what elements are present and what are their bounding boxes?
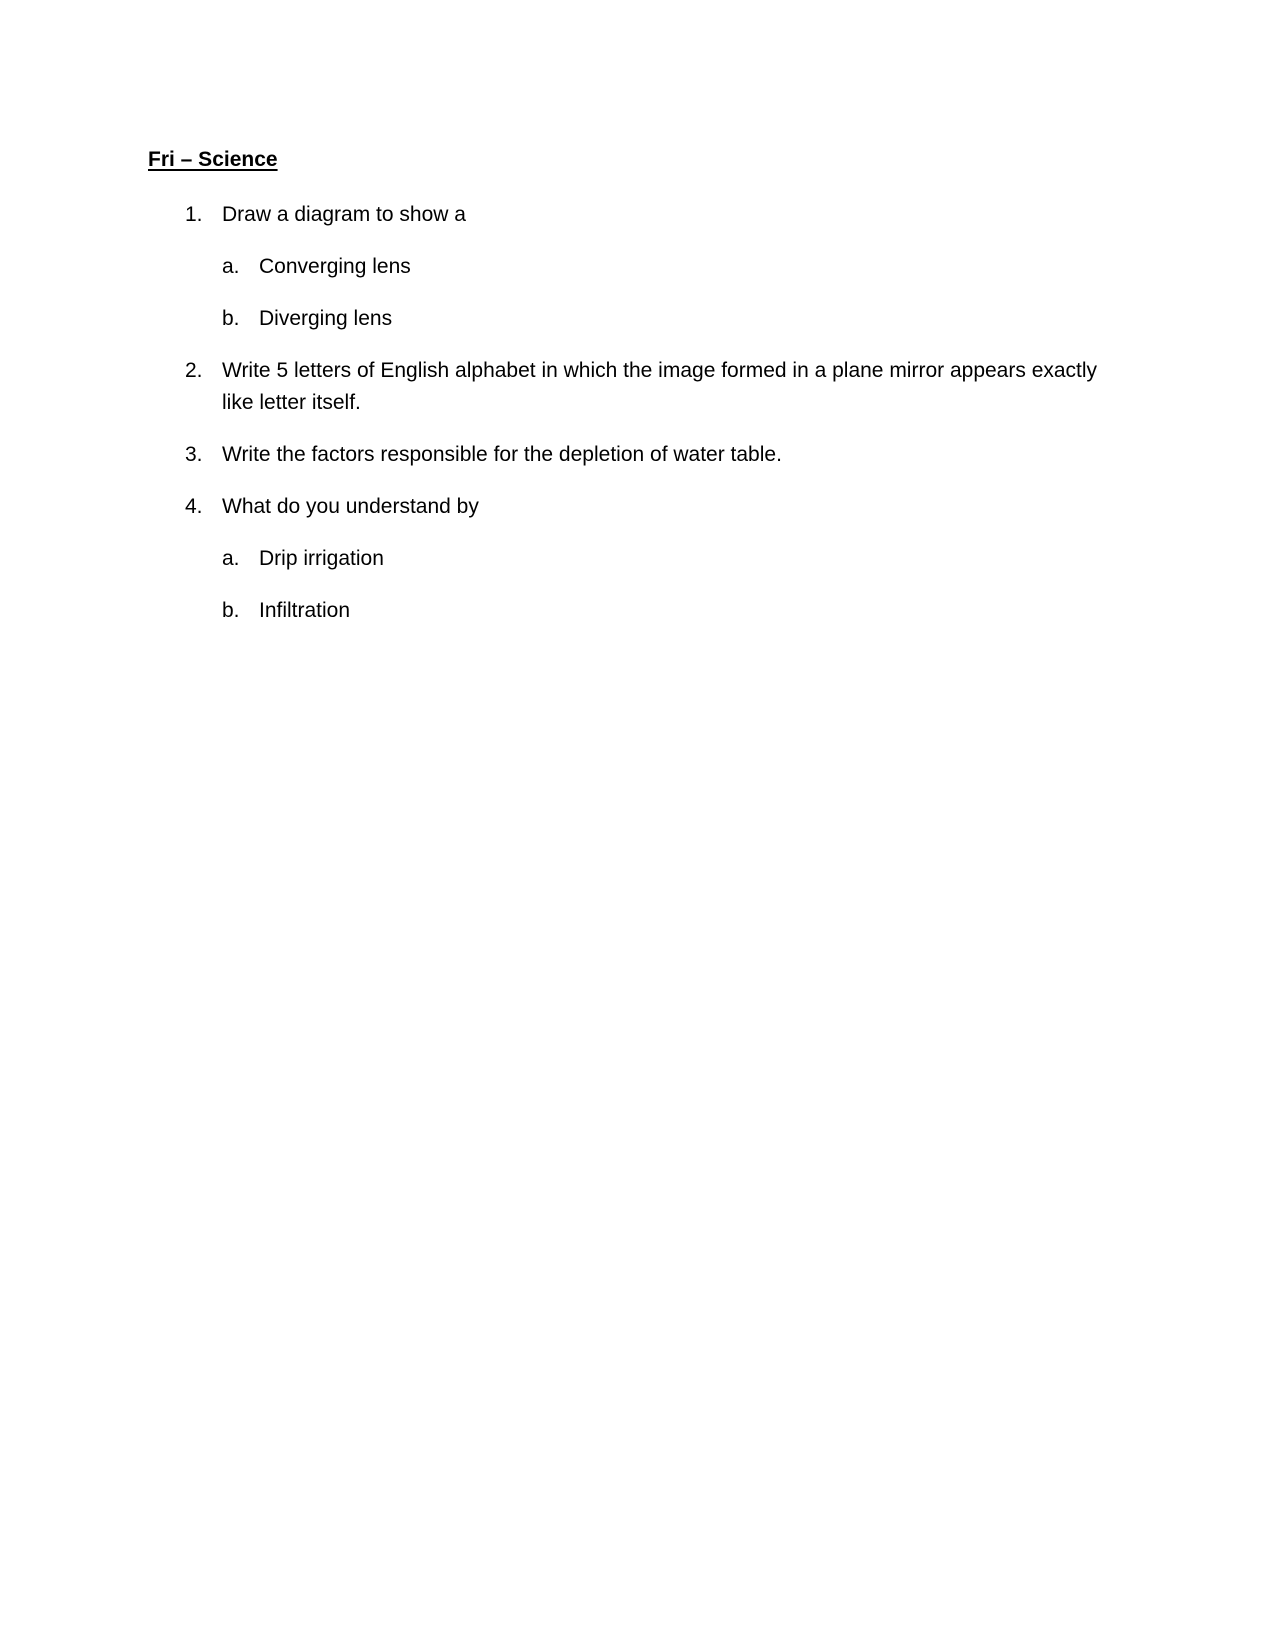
sub-text: Diverging lens [259,307,393,330]
question-text: What do you understand by [222,495,479,518]
sub-letter: b. [222,307,240,330]
question-number: 4. [185,495,203,518]
sub-letter: b. [222,599,240,622]
question-text: Draw a diagram to show a [222,203,466,226]
question-text: Write the factors responsible for the depletion of water table. [222,443,782,466]
question-number: 2. [185,359,203,382]
question-number: 1. [185,203,203,226]
question-number: 3. [185,443,203,466]
page-heading: Fri – Science [148,148,278,171]
sub-letter: a. [222,255,240,278]
sub-text: Infiltration [259,599,351,622]
question-text: Write 5 letters of English alphabet in which the image formed in a plane mirror appears exactly like letter itself. [222,359,1098,414]
sub-letter: a. [222,547,240,570]
sub-text: Drip irrigation [259,547,384,570]
sub-text: Converging lens [259,255,411,278]
